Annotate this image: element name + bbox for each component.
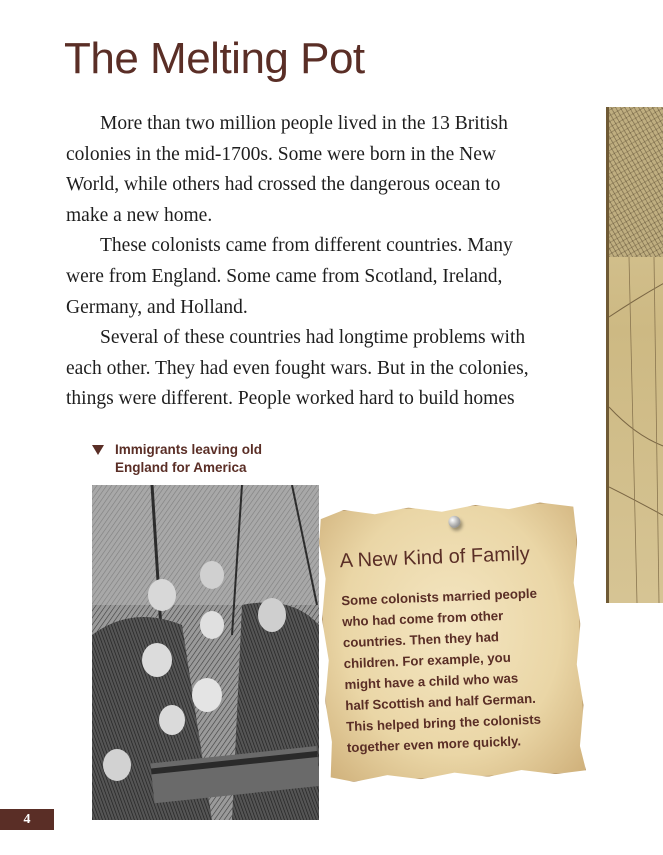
map-gridlines	[609, 107, 663, 603]
image-caption	[92, 441, 292, 477]
immigrants-engraving-image	[92, 485, 319, 820]
paragraph-1: More than two million people lived in the 13 British colonies in the mid-1700s. Some were born in the New World, while others had crossed the dangerous ocean to make a new home.	[66, 113, 508, 226]
down-triangle-icon	[92, 445, 104, 455]
page-title: The Melting Pot	[64, 34, 365, 83]
note-title: A New Kind of Family	[339, 542, 531, 573]
note-text: Some colonists married people who had come from other countries. Then they had children. For example, you might have a child who was half Scottish and half German. This helped bring the colonists together even more quickly.	[341, 585, 542, 756]
page-number: 4	[0, 809, 54, 830]
paragraph-3: Several of these countries had longtime problems with each other. They had even fought wars. But in the colonies, things were different. People worked hard to build homes	[66, 327, 529, 410]
sidebar-note	[318, 501, 586, 783]
paragraph-2: These colonists came from different countries. Many were from England. Some came from Scotland, Ireland, Germany, and Holland.	[66, 235, 513, 318]
map-illustration	[606, 107, 663, 603]
body-text	[66, 109, 606, 415]
caption-text: Immigrants leaving old England for America	[115, 442, 263, 475]
